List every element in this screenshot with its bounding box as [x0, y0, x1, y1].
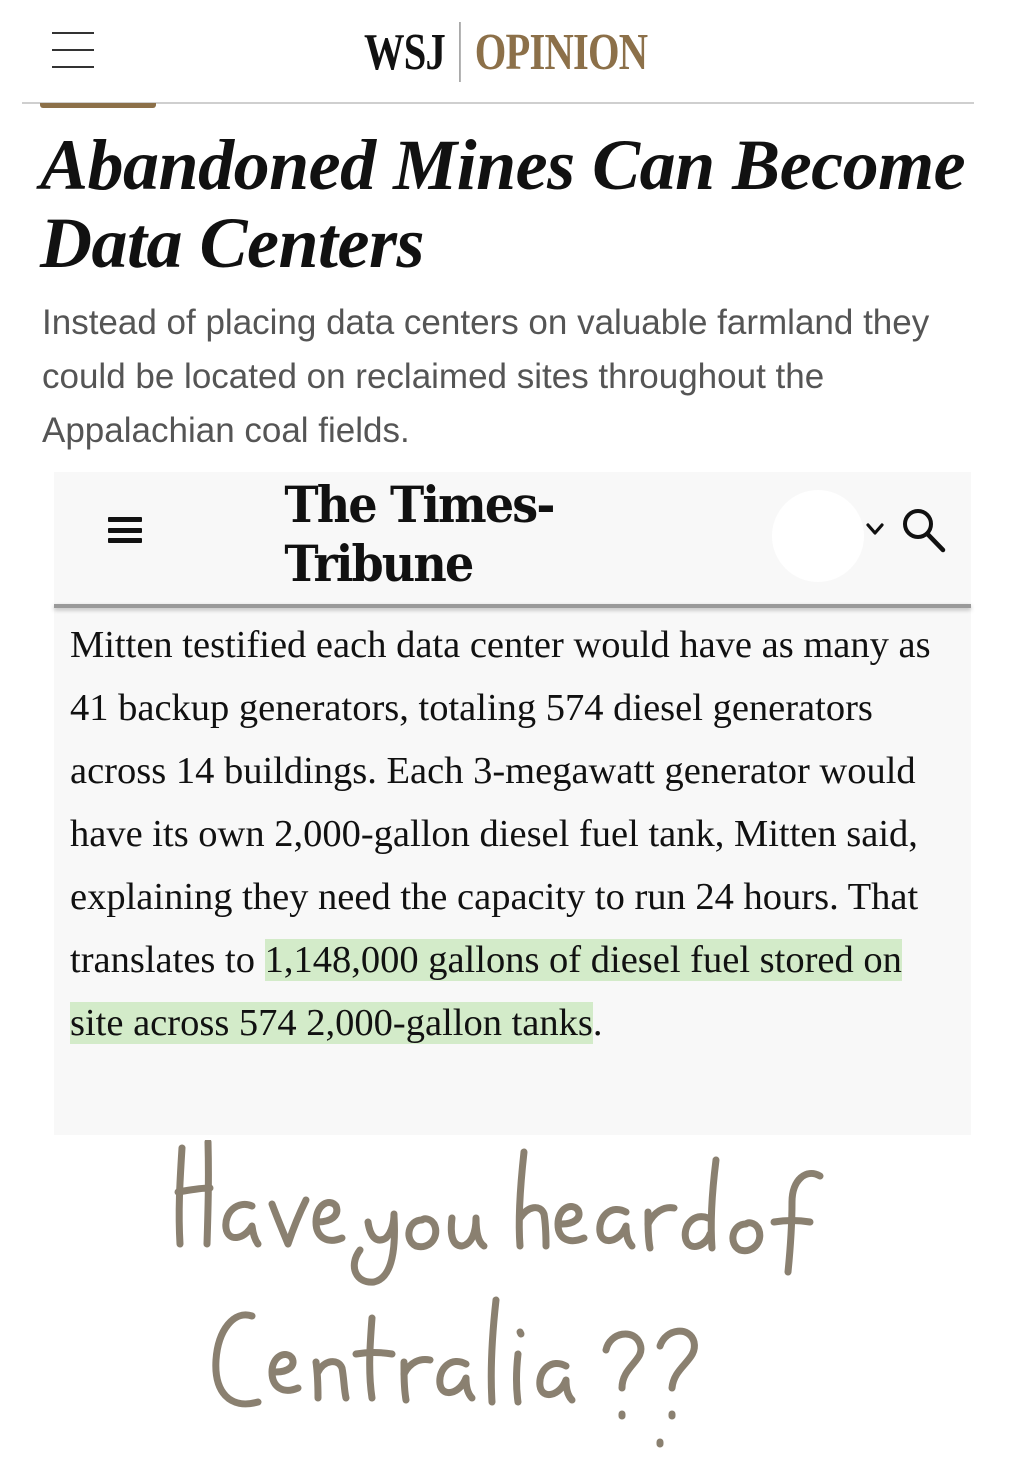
menu-icon[interactable] [52, 32, 94, 68]
redacted-avatar [772, 490, 864, 582]
body-text: Mitten testified each data center would have as many as 41 backup generators, totaling 574 diesel generators across 14 buildings. Each 3-megawatt generator would have its own 2,000-gallon diesel fuel tank, Mitten said, explaining they need the capacity to run 24 hours. That translates to [70, 624, 931, 981]
article-headline [40, 126, 980, 282]
wsj-logo-text: WSJ [364, 23, 446, 81]
logo-divider [459, 22, 461, 82]
search-icon[interactable] [899, 506, 949, 556]
handwritten-annotation [160, 1140, 880, 1460]
wsj-header [0, 0, 1014, 104]
embedded-article-body [70, 614, 950, 1055]
menu-icon[interactable] [108, 517, 142, 543]
chevron-down-icon[interactable] [864, 518, 886, 540]
times-tribune-logo[interactable]: The Times-Tribune [284, 475, 554, 593]
wsj-opinion-logo[interactable] [364, 20, 647, 84]
header-shadow-divider [54, 604, 971, 608]
body-text-end: . [592, 1002, 603, 1044]
section-name: OPINION [474, 23, 648, 81]
highlighted-text: 1,148,000 gallons of diesel fuel stored on site across 574 2,000-gallon tanks [70, 939, 902, 1044]
header-divider [22, 102, 974, 104]
times-tribune-header [54, 472, 971, 604]
article-dek: Instead of placing data centers on valuable farmland they could be located on reclaimed sites throughout the Appalachian coal fields. [42, 303, 930, 450]
embedded-article-screenshot [54, 472, 971, 1135]
headline-line-1: Abandoned Mines Can Become [40, 125, 966, 205]
section-accent-bar [40, 103, 156, 108]
headline-line-2: Data Centers [40, 203, 425, 283]
